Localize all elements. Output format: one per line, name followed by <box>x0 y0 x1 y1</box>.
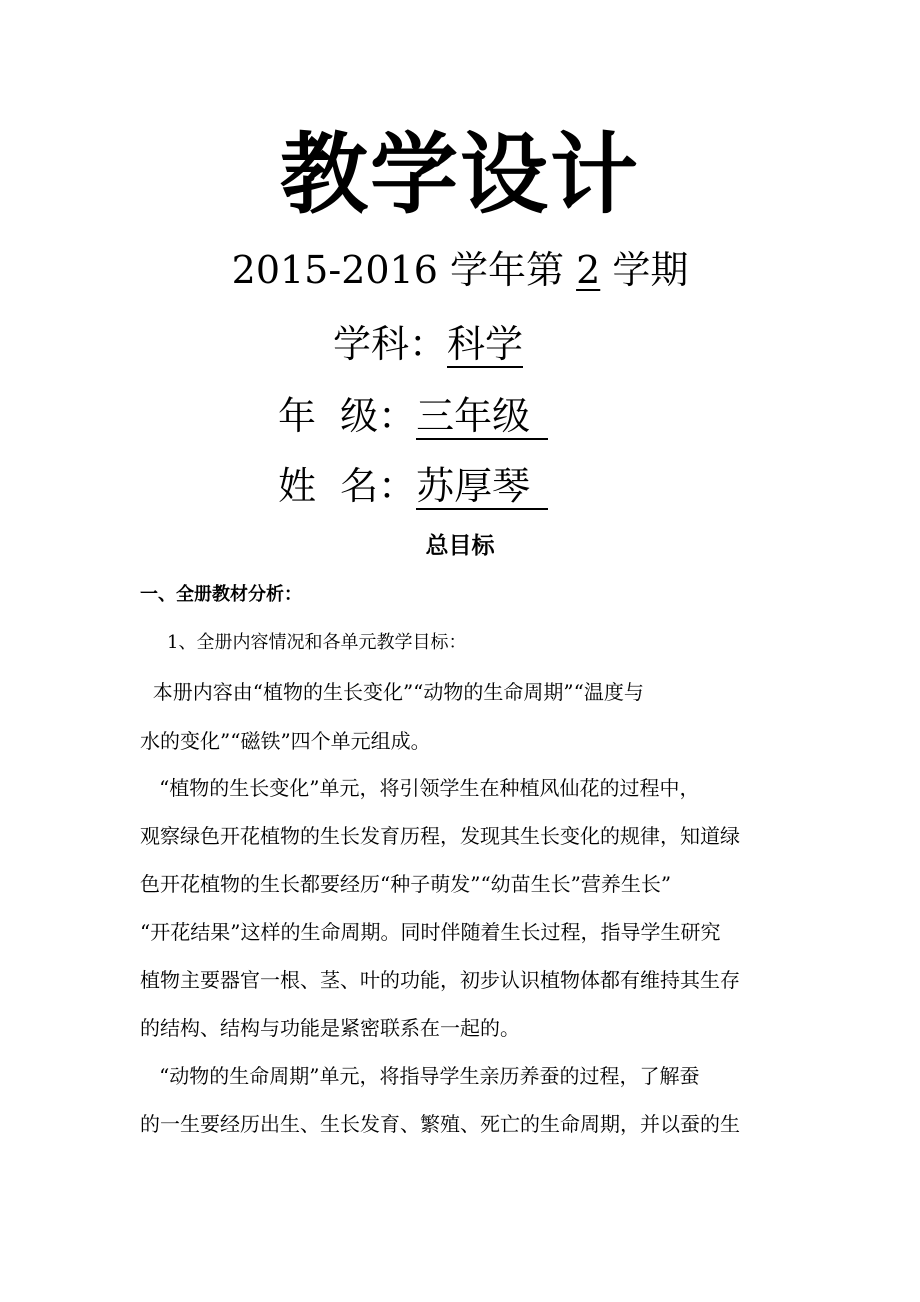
teacher-name-line <box>278 462 548 510</box>
teacher-name-value: 苏厚琴 <box>416 464 548 510</box>
body-line: 植物主要器官一根、茎、叶的功能，初步认识植物体都有维持其生存 <box>140 968 740 992</box>
subject-line <box>333 320 523 368</box>
subject-label: 学科： <box>333 322 448 366</box>
subject-value: 科学 <box>447 322 524 366</box>
grade-value: 三年级 <box>416 394 548 440</box>
grade-label: 年 级： <box>278 394 417 438</box>
document-title: 教学设计 <box>279 122 640 226</box>
body-line: 的结构、结构与功能是紧密联系在一起的。 <box>140 1016 520 1040</box>
term-suffix: 学期 <box>600 248 689 292</box>
body-line: 色开花植物的生长都要经历“种子萌发”“幼苗生长”营养生长” <box>140 872 672 896</box>
body-line: “植物的生长变化”单元，将引领学生在种植风仙花的过程中， <box>140 776 700 800</box>
term-prefix: 2015-2016 学年第 <box>231 248 577 292</box>
term-number: 2 <box>576 248 601 292</box>
part-one-heading: 一、全册教材分析： <box>140 584 302 605</box>
body-line: “开花结果”这样的生命周期。同时伴随着生长过程，指导学生研究 <box>140 920 721 944</box>
school-term-line <box>0 246 920 294</box>
body-line: 的一生要经历出生、生长发育、繁殖、死亡的生命周期，并以蚕的生 <box>140 1112 740 1136</box>
body-line: 本册内容由“植物的生长变化”“动物的生命周期”“温度与 <box>140 680 644 704</box>
item-one-heading: 1、全册内容情况和各单元教学目标： <box>167 632 467 653</box>
grade-line <box>278 392 548 440</box>
section-title: 总目标 <box>425 532 495 559</box>
body-line: 观察绿色开花植物的生长发育历程，发现其生长变化的规律，知道绿 <box>140 824 740 848</box>
body-line: “动物的生命周期”单元，将指导学生亲历养蚕的过程，了解蚕 <box>140 1064 700 1088</box>
body-line: 水的变化”“磁铁”四个单元组成。 <box>140 729 431 753</box>
teacher-name-label: 姓 名： <box>278 464 417 508</box>
